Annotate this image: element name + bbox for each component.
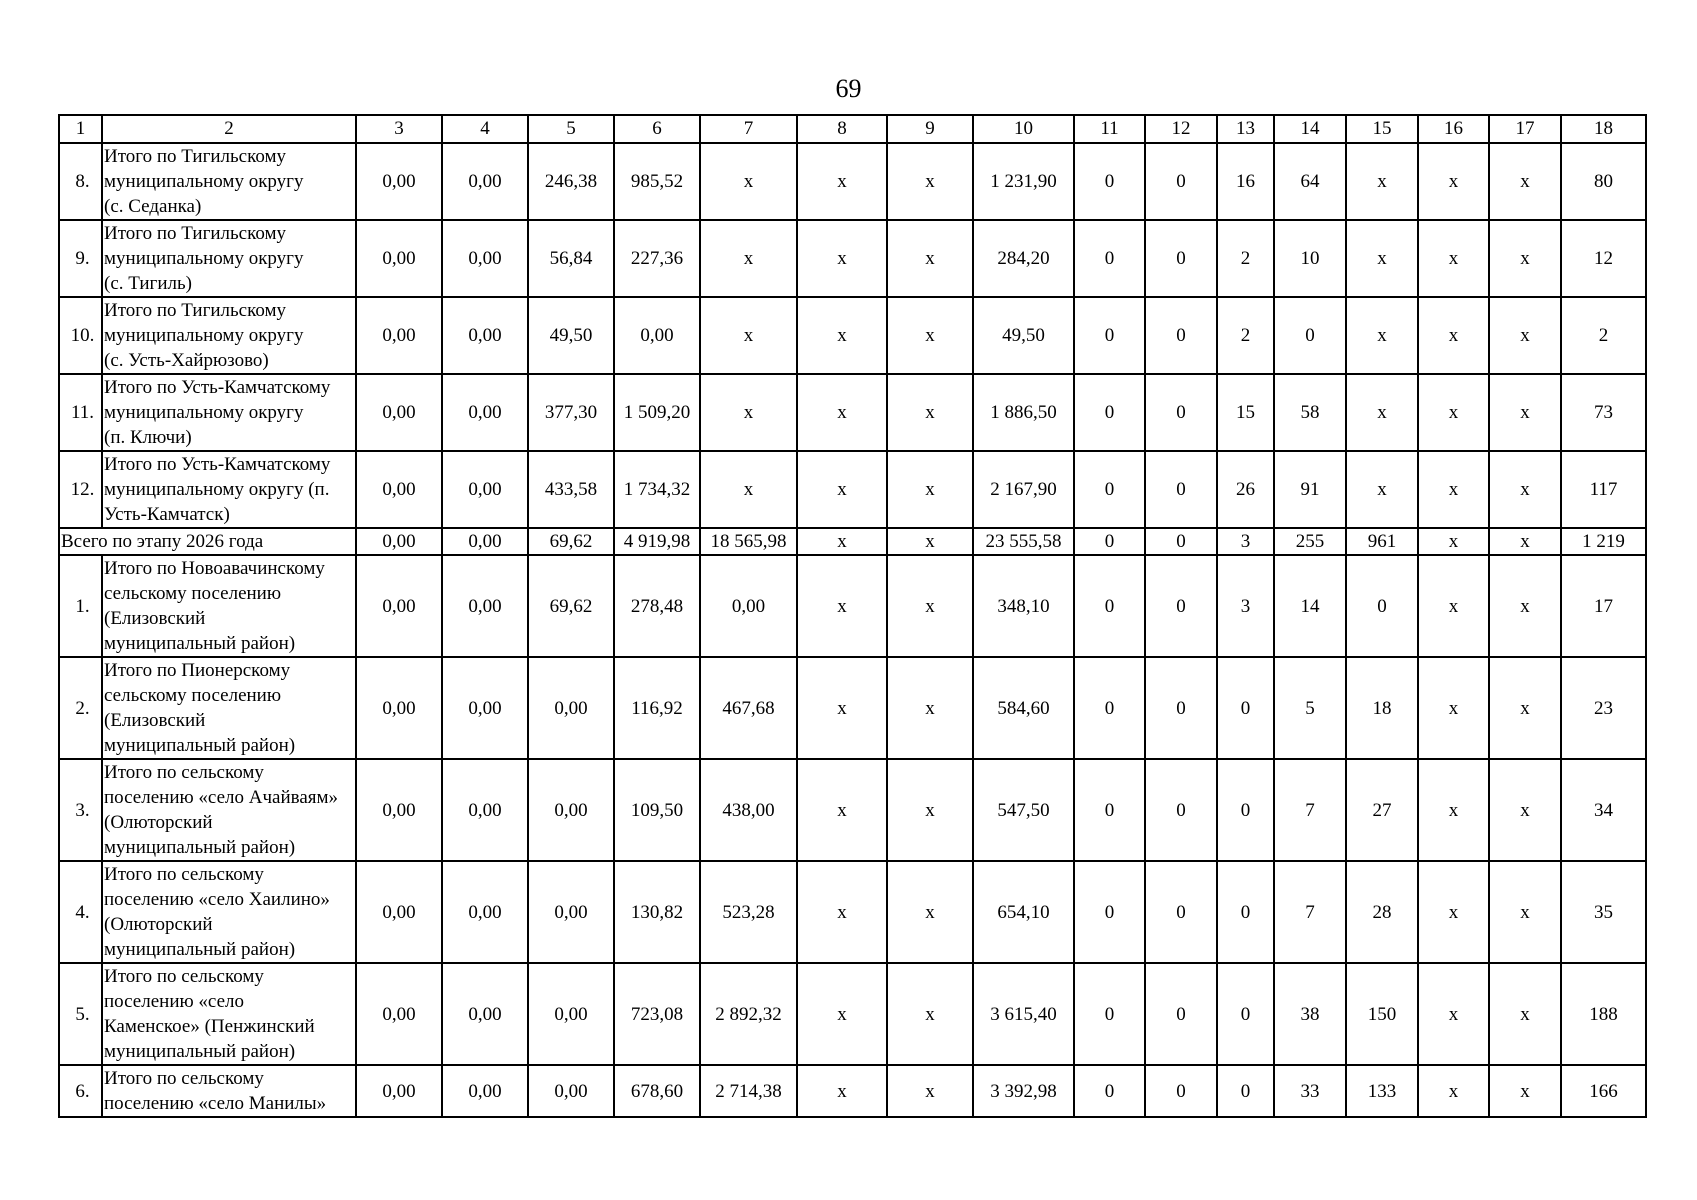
value-cell: 284,20 (973, 220, 1074, 297)
value-cell: 0 (1217, 1065, 1274, 1117)
table-row (59, 451, 1646, 528)
value-cell: х (887, 528, 973, 555)
value-cell: 0,00 (528, 861, 614, 963)
page-number: 69 (835, 74, 862, 103)
row-name-line: муниципальный район) (104, 735, 296, 756)
value-cell: 2 892,32 (700, 963, 797, 1065)
value-cell: 348,10 (973, 555, 1074, 657)
value-cell: 0 (1145, 759, 1217, 861)
value-cell: 116,92 (614, 657, 700, 759)
value-cell: х (887, 963, 973, 1065)
value-cell: 0 (1145, 528, 1217, 555)
row-name-line: (Олюторский (104, 914, 213, 935)
row-name (102, 861, 356, 963)
row-name (102, 451, 356, 528)
value-cell: 227,36 (614, 220, 700, 297)
value-cell: 0 (1217, 963, 1274, 1065)
value-cell: 0,00 (442, 657, 528, 759)
value-cell: х (797, 220, 887, 297)
row-name-line: Итого по сельскому (104, 762, 264, 783)
table-body (59, 115, 1646, 1117)
value-cell: х (797, 1065, 887, 1117)
row-name-line: (Олюторский (104, 812, 213, 833)
value-cell: х (1489, 1065, 1561, 1117)
value-cell: 0 (1145, 555, 1217, 657)
value-cell: 0 (1145, 861, 1217, 963)
value-cell: х (1346, 143, 1418, 220)
value-cell: 0 (1145, 963, 1217, 1065)
value-cell: х (1489, 555, 1561, 657)
value-cell: х (1489, 374, 1561, 451)
table-row (59, 297, 1646, 374)
value-cell: 49,50 (973, 297, 1074, 374)
value-cell: 73 (1561, 374, 1646, 451)
row-name-line: муниципальному округу (104, 325, 304, 346)
column-header: 17 (1489, 115, 1561, 143)
value-cell: 278,48 (614, 555, 700, 657)
value-cell: х (1418, 374, 1489, 451)
value-cell: 0 (1145, 451, 1217, 528)
value-cell: х (887, 555, 973, 657)
table-row (59, 555, 1646, 657)
value-cell: 0,00 (528, 1065, 614, 1117)
value-cell: х (797, 374, 887, 451)
value-cell: 0 (1074, 374, 1145, 451)
value-cell: 0 (1274, 297, 1346, 374)
row-name-line: Итого по Тигильскому (104, 223, 287, 244)
value-cell: 15 (1217, 374, 1274, 451)
table-row (59, 220, 1646, 297)
column-header: 18 (1561, 115, 1646, 143)
value-cell: 16 (1217, 143, 1274, 220)
value-cell: 49,50 (528, 297, 614, 374)
value-cell: 467,68 (700, 657, 797, 759)
value-cell: 23 (1561, 657, 1646, 759)
value-cell: х (1418, 963, 1489, 1065)
value-cell: 678,60 (614, 1065, 700, 1117)
value-cell: х (1489, 143, 1561, 220)
value-cell: 133 (1346, 1065, 1418, 1117)
row-number: 3. (59, 759, 102, 861)
row-name-line: муниципальному округу (п. (104, 479, 330, 500)
value-cell: 14 (1274, 555, 1346, 657)
row-number: 12. (59, 451, 102, 528)
value-cell: 2 714,38 (700, 1065, 797, 1117)
column-header: 5 (528, 115, 614, 143)
value-cell: х (887, 759, 973, 861)
value-cell: 0,00 (442, 143, 528, 220)
row-name-line: муниципальный район) (104, 939, 296, 960)
value-cell: 1 219 (1561, 528, 1646, 555)
value-cell: х (1418, 451, 1489, 528)
row-name-line: муниципальному округу (104, 171, 304, 192)
value-cell: 0,00 (528, 963, 614, 1065)
value-cell: 0 (1217, 657, 1274, 759)
value-cell: х (1418, 220, 1489, 297)
value-cell: 2 (1217, 220, 1274, 297)
value-cell: 0 (1074, 1065, 1145, 1117)
value-cell: х (797, 451, 887, 528)
value-cell: х (1346, 451, 1418, 528)
value-cell: 0,00 (442, 220, 528, 297)
table-row (59, 374, 1646, 451)
value-cell: 0 (1145, 297, 1217, 374)
value-cell: 64 (1274, 143, 1346, 220)
value-cell: х (1418, 1065, 1489, 1117)
row-number: 1. (59, 555, 102, 657)
value-cell: 0,00 (356, 374, 442, 451)
value-cell: 0 (1145, 657, 1217, 759)
value-cell: 5 (1274, 657, 1346, 759)
column-header: 2 (102, 115, 356, 143)
value-cell: 1 509,20 (614, 374, 700, 451)
row-name (102, 297, 356, 374)
column-header: 7 (700, 115, 797, 143)
value-cell: 0 (1346, 555, 1418, 657)
value-cell: 0,00 (356, 555, 442, 657)
row-name (102, 220, 356, 297)
value-cell: х (1346, 374, 1418, 451)
value-cell: х (1489, 451, 1561, 528)
row-name-line: Итого по сельскому (104, 1068, 264, 1089)
column-header: 15 (1346, 115, 1418, 143)
value-cell: х (700, 297, 797, 374)
value-cell: 166 (1561, 1065, 1646, 1117)
row-number: 5. (59, 963, 102, 1065)
value-cell: 0 (1145, 220, 1217, 297)
value-cell: х (1489, 861, 1561, 963)
value-cell: 3 (1217, 528, 1274, 555)
value-cell: х (700, 143, 797, 220)
row-name-line: Итого по Тигильскому (104, 146, 287, 167)
value-cell: 56,84 (528, 220, 614, 297)
value-cell: 0 (1217, 861, 1274, 963)
value-cell: 547,50 (973, 759, 1074, 861)
value-cell: 0,00 (442, 861, 528, 963)
value-cell: 0,00 (442, 555, 528, 657)
value-cell: 0,00 (356, 220, 442, 297)
column-header: 3 (356, 115, 442, 143)
value-cell: 58 (1274, 374, 1346, 451)
value-cell: 188 (1561, 963, 1646, 1065)
row-name-line: поселению «село Манилы» (104, 1093, 327, 1114)
value-cell: 0,00 (442, 1065, 528, 1117)
value-cell: х (1489, 759, 1561, 861)
value-cell: х (887, 297, 973, 374)
value-cell: 0,00 (442, 528, 528, 555)
value-cell: 2 167,90 (973, 451, 1074, 528)
row-name-line: Итого по Усть-Камчатскому (104, 377, 331, 398)
value-cell: 109,50 (614, 759, 700, 861)
column-header: 13 (1217, 115, 1274, 143)
row-name-line: (Елизовский (104, 608, 206, 629)
row-name-line: (с. Тигиль) (104, 273, 192, 294)
value-cell: 26 (1217, 451, 1274, 528)
value-cell: 18 (1346, 657, 1418, 759)
value-cell: х (1418, 759, 1489, 861)
value-cell: 433,58 (528, 451, 614, 528)
value-cell: 0 (1145, 374, 1217, 451)
column-header: 9 (887, 115, 973, 143)
value-cell: х (1418, 528, 1489, 555)
value-cell: 523,28 (700, 861, 797, 963)
row-name-line: Итого по сельскому (104, 966, 264, 987)
value-cell: 91 (1274, 451, 1346, 528)
value-cell: 0,00 (442, 451, 528, 528)
table-row (59, 861, 1646, 963)
value-cell: 0,00 (442, 963, 528, 1065)
value-cell: 38 (1274, 963, 1346, 1065)
value-cell: 0,00 (356, 451, 442, 528)
value-cell: 0 (1074, 657, 1145, 759)
value-cell: х (1418, 143, 1489, 220)
value-cell: 27 (1346, 759, 1418, 861)
value-cell: х (700, 374, 797, 451)
value-cell: х (1489, 963, 1561, 1065)
value-cell: 0 (1074, 759, 1145, 861)
value-cell: 961 (1346, 528, 1418, 555)
row-number: 8. (59, 143, 102, 220)
row-name (102, 143, 356, 220)
row-name (102, 1065, 356, 1117)
header-row (59, 115, 1646, 143)
value-cell: 3 (1217, 555, 1274, 657)
value-cell: х (797, 297, 887, 374)
value-cell: 1 734,32 (614, 451, 700, 528)
value-cell: 0,00 (614, 297, 700, 374)
value-cell: 0 (1074, 555, 1145, 657)
value-cell: 4 919,98 (614, 528, 700, 555)
value-cell: 0 (1074, 220, 1145, 297)
value-cell: 0 (1145, 143, 1217, 220)
value-cell: 28 (1346, 861, 1418, 963)
value-cell: х (797, 143, 887, 220)
row-name-line: Каменское» (Пенжинский (104, 1016, 315, 1037)
value-cell: 7 (1274, 759, 1346, 861)
value-cell: 33 (1274, 1065, 1346, 1117)
row-number: 4. (59, 861, 102, 963)
column-header: 6 (614, 115, 700, 143)
value-cell: х (1489, 657, 1561, 759)
value-cell: х (1489, 528, 1561, 555)
row-number: 11. (59, 374, 102, 451)
value-cell: 2 (1561, 297, 1646, 374)
row-name-line: сельскому поселению (104, 583, 282, 604)
value-cell: 2 (1217, 297, 1274, 374)
value-cell: 10 (1274, 220, 1346, 297)
value-cell: 17 (1561, 555, 1646, 657)
value-cell: 1 886,50 (973, 374, 1074, 451)
value-cell: х (797, 759, 887, 861)
value-cell: 0,00 (442, 759, 528, 861)
value-cell: х (887, 374, 973, 451)
value-cell: 255 (1274, 528, 1346, 555)
row-name-line: Итого по Новоавачинскому (104, 558, 325, 579)
row-name-line: Итого по Тигильскому (104, 300, 287, 321)
table-row (59, 1065, 1646, 1117)
table-row (59, 759, 1646, 861)
value-cell: 0,00 (356, 759, 442, 861)
row-name-line: (п. Ключи) (104, 427, 192, 448)
value-cell: 69,62 (528, 555, 614, 657)
value-cell: 0 (1074, 861, 1145, 963)
value-cell: 0,00 (528, 759, 614, 861)
row-name-line: поселению «село Ачайваям» (104, 787, 339, 808)
table-row (59, 143, 1646, 220)
column-header: 8 (797, 115, 887, 143)
column-header: 10 (973, 115, 1074, 143)
row-name (102, 657, 356, 759)
value-cell: 377,30 (528, 374, 614, 451)
row-name (102, 555, 356, 657)
value-cell: 0,00 (700, 555, 797, 657)
row-name-line: муниципальный район) (104, 1041, 296, 1062)
value-cell: х (887, 657, 973, 759)
row-number: 2. (59, 657, 102, 759)
value-cell: х (797, 963, 887, 1065)
value-cell: 584,60 (973, 657, 1074, 759)
value-cell: 0 (1074, 143, 1145, 220)
value-cell: 246,38 (528, 143, 614, 220)
row-name (102, 374, 356, 451)
value-cell: х (887, 1065, 973, 1117)
value-cell: 0 (1074, 451, 1145, 528)
row-name-line: поселению «село (104, 991, 245, 1012)
row-name-line: Итого по Пионерскому (104, 660, 291, 681)
total-label: Всего по этапу 2026 года (59, 528, 356, 555)
value-cell: х (797, 555, 887, 657)
column-header: 1 (59, 115, 102, 143)
value-cell: 985,52 (614, 143, 700, 220)
value-cell: 7 (1274, 861, 1346, 963)
value-cell: 35 (1561, 861, 1646, 963)
value-cell: 0,00 (356, 861, 442, 963)
value-cell: х (797, 657, 887, 759)
value-cell: 0,00 (356, 1065, 442, 1117)
value-cell: 0 (1074, 528, 1145, 555)
value-cell: 0,00 (528, 657, 614, 759)
value-cell: х (887, 143, 973, 220)
row-name-line: Усть-Камчатск) (104, 504, 230, 525)
row-name-line: муниципальному округу (104, 248, 304, 269)
value-cell: 0 (1074, 963, 1145, 1065)
row-name-line: (Елизовский (104, 710, 206, 731)
row-name-line: Итого по Усть-Камчатскому (104, 454, 331, 475)
table-row (59, 963, 1646, 1065)
value-cell: 0,00 (356, 297, 442, 374)
row-name-line: поселению «село Хаилино» (104, 889, 330, 910)
row-number: 6. (59, 1065, 102, 1117)
row-name (102, 759, 356, 861)
value-cell: 117 (1561, 451, 1646, 528)
row-name (102, 963, 356, 1065)
row-number: 9. (59, 220, 102, 297)
value-cell: 80 (1561, 143, 1646, 220)
column-header: 14 (1274, 115, 1346, 143)
column-header: 16 (1418, 115, 1489, 143)
value-cell: 130,82 (614, 861, 700, 963)
value-cell: х (1489, 220, 1561, 297)
value-cell: 34 (1561, 759, 1646, 861)
row-name-line: муниципальный район) (104, 633, 296, 654)
value-cell: 0,00 (442, 374, 528, 451)
value-cell: х (1418, 861, 1489, 963)
value-cell: 150 (1346, 963, 1418, 1065)
value-cell: 0,00 (356, 657, 442, 759)
row-name-line: муниципальному округу (104, 402, 304, 423)
value-cell: х (1346, 297, 1418, 374)
value-cell: х (1418, 555, 1489, 657)
value-cell: х (1346, 220, 1418, 297)
value-cell: 0 (1074, 297, 1145, 374)
value-cell: 654,10 (973, 861, 1074, 963)
column-header: 11 (1074, 115, 1145, 143)
value-cell: х (1418, 657, 1489, 759)
data-table (58, 114, 1647, 1118)
value-cell: х (797, 528, 887, 555)
column-header: 4 (442, 115, 528, 143)
column-header: 12 (1145, 115, 1217, 143)
value-cell: 23 555,58 (973, 528, 1074, 555)
value-cell: 0,00 (442, 297, 528, 374)
value-cell: х (887, 451, 973, 528)
value-cell: х (887, 861, 973, 963)
value-cell: 3 392,98 (973, 1065, 1074, 1117)
row-name-line: (с. Седанка) (104, 196, 202, 217)
value-cell: 12 (1561, 220, 1646, 297)
value-cell: 0,00 (356, 963, 442, 1065)
value-cell: 0 (1217, 759, 1274, 861)
value-cell: 438,00 (700, 759, 797, 861)
row-name-line: Итого по сельскому (104, 864, 264, 885)
value-cell: 3 615,40 (973, 963, 1074, 1065)
value-cell: 1 231,90 (973, 143, 1074, 220)
value-cell: 0,00 (356, 528, 442, 555)
value-cell: х (700, 451, 797, 528)
row-name-line: (с. Усть-Хайрюзово) (104, 350, 269, 371)
value-cell: 0 (1145, 1065, 1217, 1117)
value-cell: х (797, 861, 887, 963)
value-cell: 18 565,98 (700, 528, 797, 555)
table-row (59, 657, 1646, 759)
value-cell: 0,00 (356, 143, 442, 220)
value-cell: х (1418, 297, 1489, 374)
value-cell: х (1489, 297, 1561, 374)
value-cell: х (887, 220, 973, 297)
row-name-line: муниципальный район) (104, 837, 296, 858)
row-number: 10. (59, 297, 102, 374)
total-row (59, 528, 1646, 555)
row-name-line: сельскому поселению (104, 685, 282, 706)
value-cell: 69,62 (528, 528, 614, 555)
value-cell: х (700, 220, 797, 297)
value-cell: 723,08 (614, 963, 700, 1065)
